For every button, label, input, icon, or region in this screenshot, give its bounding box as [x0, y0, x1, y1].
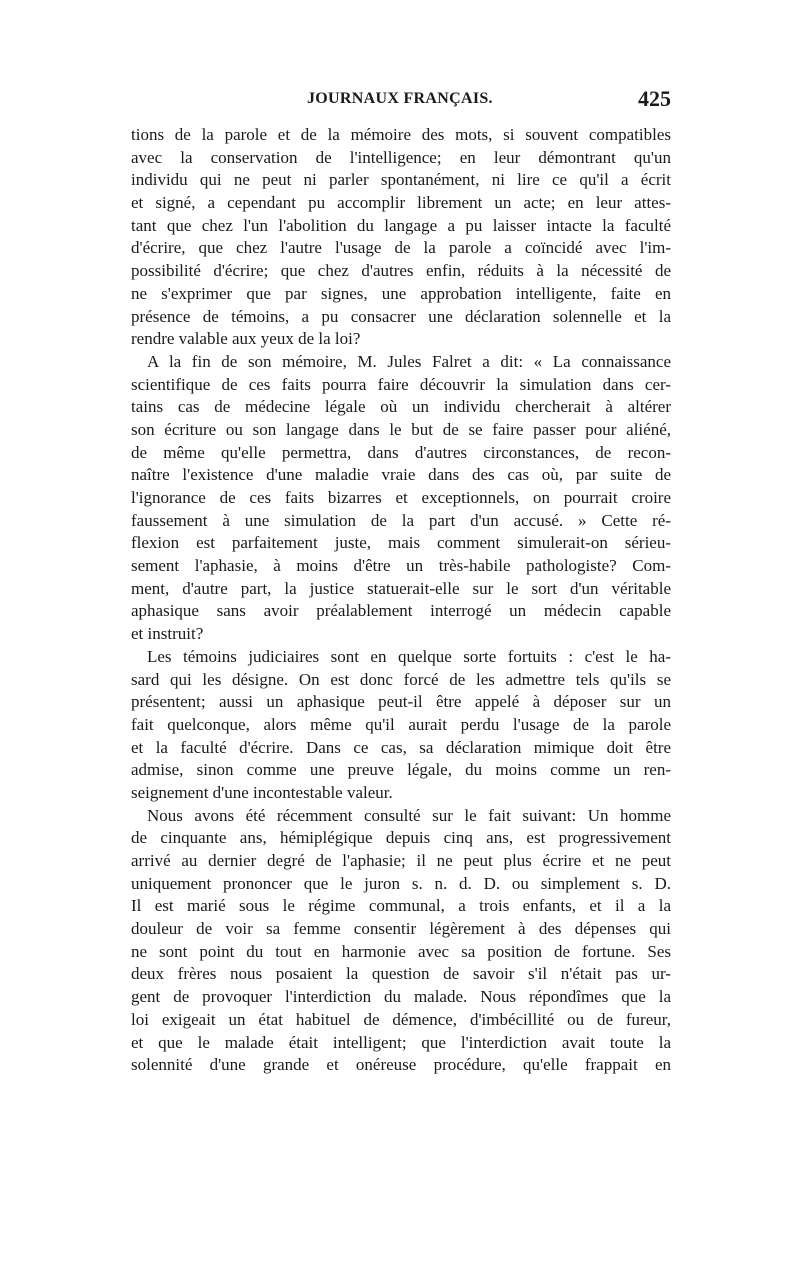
text-line: de même qu'elle permettra, dans d'autres circonstances, de recon- — [131, 442, 671, 462]
text-line: tains cas de médecine légale où un individu chercherait à altérer — [131, 397, 671, 417]
text-line: présence de témoins, a pu consacrer une déclaration solennelle et la — [131, 306, 671, 326]
text-line: douleur de voir sa femme consentir légèrement à des dépenses qui — [131, 919, 671, 939]
page-number: 425 — [638, 86, 671, 111]
text-line: sard qui les désigne. On est donc forcé de les admettre tels qu'ils se — [131, 669, 671, 689]
text-line: fait quelconque, alors même qu'il aurait perdu l'usage de la parole — [131, 714, 671, 734]
text-line: et la faculté d'écrire. Dans ce cas, sa déclaration mimique doit être — [131, 737, 671, 757]
text-line: faussement à une simulation de la part d'un accusé. » Cette ré- — [131, 510, 671, 530]
text-line: d'écrire, que chez l'autre l'usage de la parole a coïncidé avec l'im- — [131, 238, 671, 258]
text-line: seignement d'une incontestable valeur. — [131, 782, 393, 802]
text-line: possibilité d'écrire; que chez d'autres enfin, réduits à la nécessité de — [131, 261, 671, 281]
text-line: loi exigeait un état habituel de démence, d'imbécillité ou de fureur, — [131, 1009, 671, 1029]
text-line: l'ignorance de ces faits bizarres et exceptionnels, on pourrait croire — [131, 488, 671, 507]
text-line: avec la conservation de l'intelligence; en leur démontrant qu'un — [131, 147, 671, 167]
text-line: uniquement prononcer que le juron s. n. d. D. ou simplement s. D. — [131, 873, 671, 893]
text-line: présentent; aussi un aphasique peut-il être appelé à déposer sur un — [131, 692, 671, 712]
text-line: ne sont point du tout en harmonie avec sa position de fortune. Ses — [131, 941, 671, 961]
text-line: ment, d'autre part, la justice statuerait-elle sur le sort d'un véritable — [131, 578, 671, 598]
text-line: deux frères nous posaient la question de savoir s'il n'était pas ur- — [131, 964, 671, 984]
text-line: naître l'existence d'une maladie vraie dans des cas où, par suite de — [131, 465, 671, 485]
text-line: son écriture ou son langage dans le but de se faire passer pour aliéné, — [131, 419, 671, 439]
page-header — [131, 86, 671, 118]
text-line: admise, sinon comme une preuve légale, du moins comme un ren- — [131, 760, 671, 780]
text-line: flexion est parfaitement juste, mais comment simulerait-on sérieu- — [131, 533, 671, 553]
body-text — [131, 124, 671, 1077]
text-line: individu qui ne peut ni parler spontanément, ni lire ce qu'il a écrit — [131, 170, 671, 190]
text-line: aphasique sans avoir préalablement interrogé un médecin capable — [131, 601, 671, 621]
text-line: et que le malade était intelligent; que l'interdiction avait toute la — [131, 1032, 671, 1052]
text-line: arrivé au dernier degré de l'aphasie; il ne peut plus écrire et ne peut — [131, 851, 671, 870]
text-line: et signé, a cependant pu accomplir librement un acte; en leur attes- — [131, 193, 671, 213]
text-line: tions de la parole et de la mémoire des mots, si souvent compatibles — [131, 125, 671, 144]
text-line: ne s'exprimer que par signes, une approbation intelligente, faite en — [131, 283, 671, 303]
text-line: Les témoins judiciaires sont en quelque sorte fortuits : c'est le ha- — [147, 646, 671, 666]
running-title: JOURNAUX FRANÇAIS. — [307, 90, 493, 107]
text-line: Nous avons été récemment consulté sur le fait suivant: Un homme — [147, 805, 671, 825]
text-line: solennité d'une grande et onéreuse procédure, qu'elle frappait en — [131, 1055, 671, 1075]
text-line: rendre valable aux yeux de la loi? — [131, 329, 361, 349]
text-line: gent de provoquer l'interdiction du malade. Nous répondîmes que la — [131, 987, 671, 1007]
text-line: A la fin de son mémoire, M. Jules Falret a dit: « La connaissance — [147, 351, 671, 371]
text-line: Il est marié sous le régime communal, a trois enfants, et il a la — [131, 896, 671, 916]
text-line: de cinquante ans, hémiplégique depuis cinq ans, est progressivement — [131, 828, 671, 848]
text-line: et instruit? — [131, 624, 204, 644]
text-line: sement l'aphasie, à moins d'être un très-habile pathologiste? Com- — [131, 556, 671, 576]
text-line: scientifique de ces faits pourra faire découvrir la simulation dans cer- — [131, 374, 671, 394]
text-line: tant que chez l'un l'abolition du langage a pu laisser intacte la faculté — [131, 215, 671, 235]
